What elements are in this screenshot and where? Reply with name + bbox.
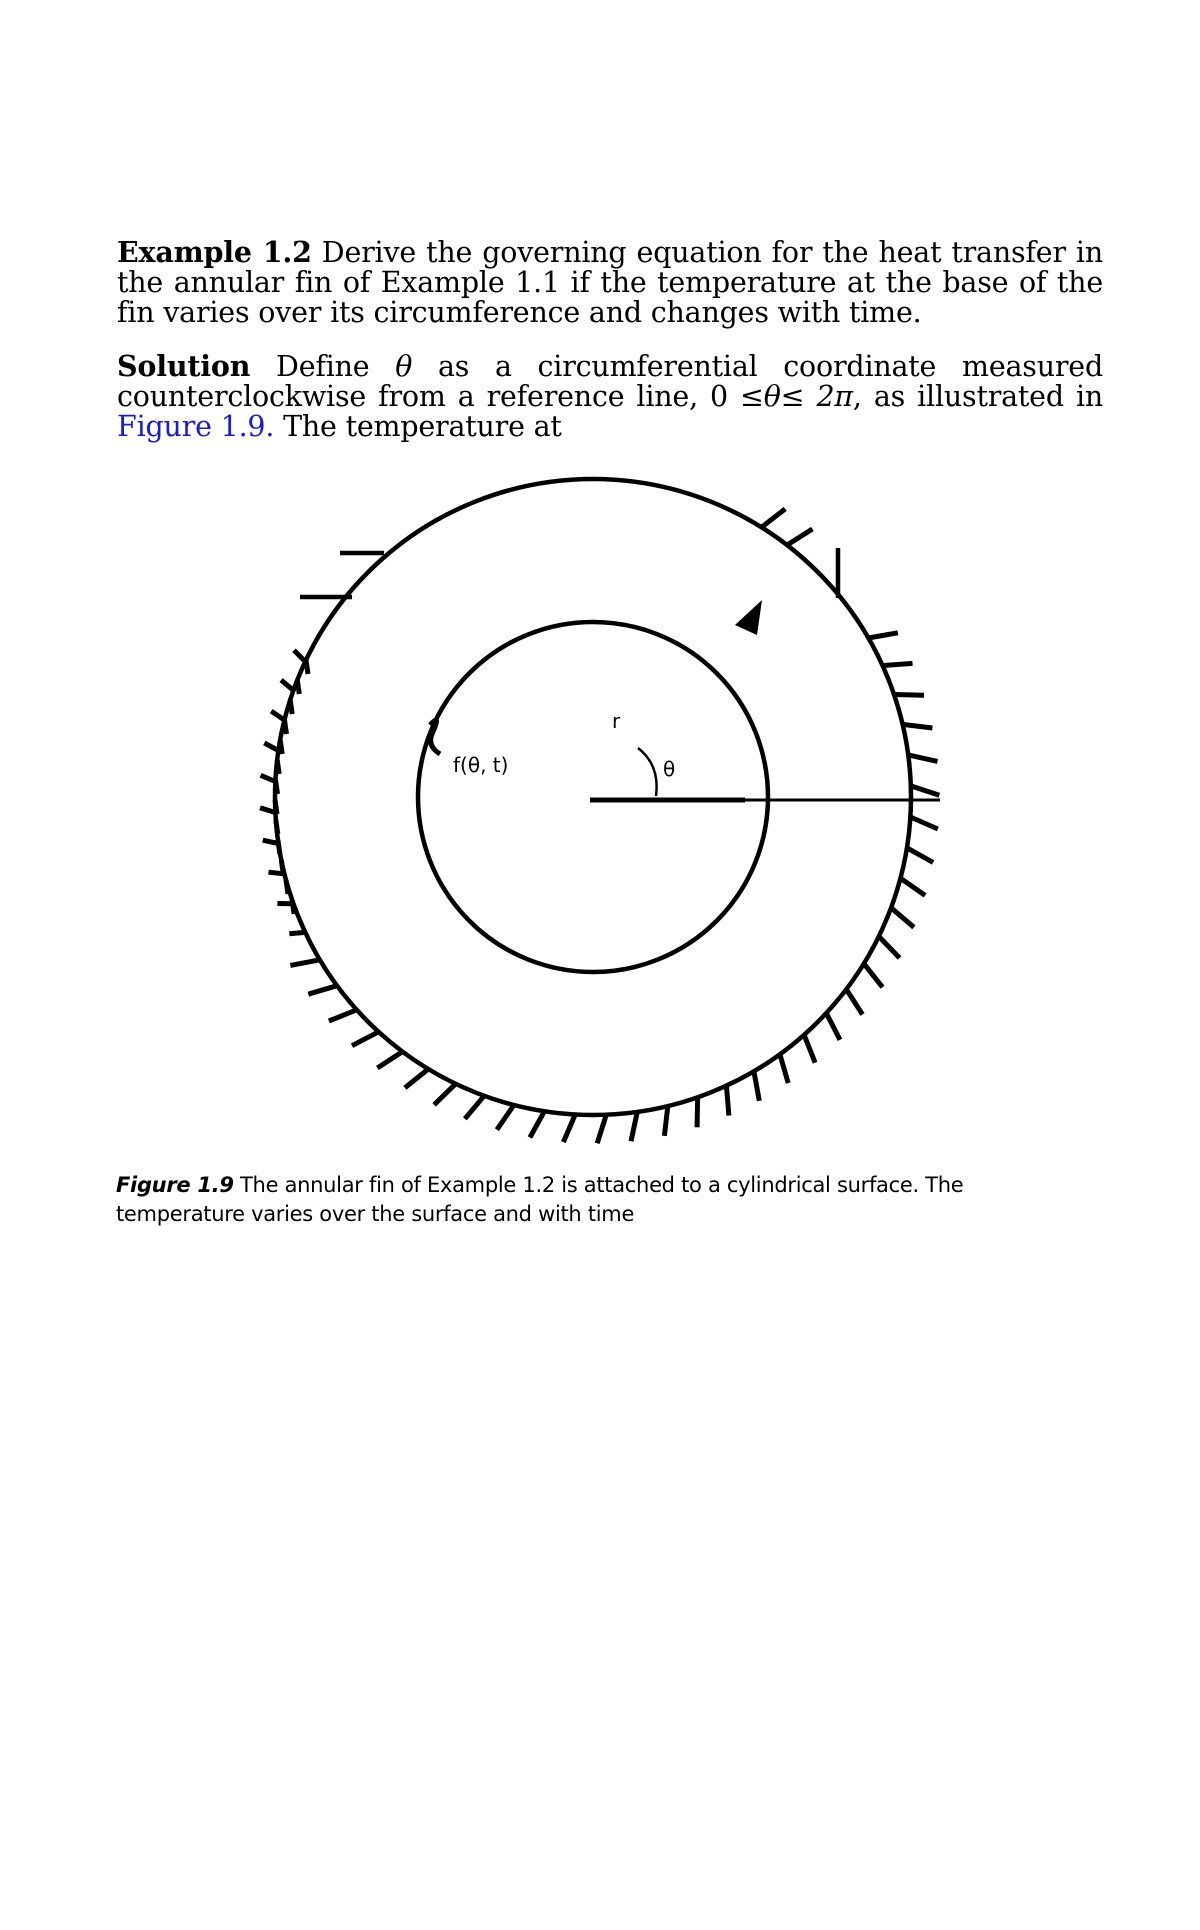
label-theta: θ [663,757,676,781]
hatch-mark [804,1035,815,1063]
hatch-mark [563,1115,575,1143]
hatch-mark [910,817,938,829]
figure-caption [116,1171,1016,1229]
hatch-marks [260,509,939,1143]
hatch-mark [497,1105,514,1130]
hatch-mark [883,663,913,665]
direction-arrow [735,600,762,635]
caption-label: Figure 1.9 [116,1173,234,1197]
hatch-mark [908,755,937,762]
solution-text-3: , as illustrated in [852,379,1104,413]
hatch-mark [911,786,940,795]
figure-link[interactable]: Figure 1.9. [117,409,275,443]
hatch-mark [726,1086,729,1116]
hatch-mark [780,1054,788,1083]
hatch-mark [631,1112,637,1141]
solution-text-2: as a circumferential coordinate measured counterclockwise from a reference line, 0 [117,349,1104,413]
hatch-mark [894,695,924,696]
label-r: r [612,709,621,733]
hatch-mark [377,1052,402,1068]
hatch-mark [329,1010,357,1021]
hatch-mark [762,509,786,527]
inner-cylinder-surface [418,622,768,972]
hatch-mark [434,1084,456,1105]
hatch-mark [826,1013,840,1040]
solution-text-4: The temperature at [283,409,562,443]
hatch-mark [846,989,862,1014]
theta-symbol: θ [395,349,413,383]
label-f-theta-t: f(θ, t) [453,753,509,777]
range-symbol: ≤θ≤ [740,379,805,413]
hatch-mark [465,1096,484,1119]
hatch-mark [879,936,900,958]
hatch-mark [264,743,278,751]
f-symbol-mark [430,720,440,754]
hatch-mark [907,848,933,863]
hatch-mark [664,1106,667,1136]
solution-label: Solution [117,348,251,383]
hatch-mark [308,986,337,995]
hatch-mark [903,724,933,728]
hatch-mark [891,908,914,928]
hatch-mark [697,1097,698,1127]
outer-fin-edge [275,479,911,1115]
theta-arc [638,748,657,796]
hatch-mark [864,964,883,988]
hatch-mark [281,680,293,690]
hatch-mark [900,878,925,895]
hatch-mark [290,960,320,966]
hatch-mark [787,529,812,545]
example-text: Derive the governing equation for the heat transfer in the annular fin of Example 1.1 if the temperature at the base of the fin varies over its circumference and changes with time. [117,235,1103,329]
hatch-mark [271,711,284,720]
hatch-mark [530,1111,545,1137]
caption-text: The annular fin of Example 1.2 is attached to a cylindrical surface. The temperature varies over the surface and with time [116,1173,964,1226]
hatch-mark [868,633,898,638]
hatch-mark [754,1071,759,1101]
example-label: Example 1.2 [117,234,312,269]
range-end: 2π [816,379,853,413]
hatch-mark [405,1069,428,1088]
solution-text-1: Define [276,349,370,383]
hatch-mark [352,1032,379,1046]
hatch-mark [597,1115,606,1144]
